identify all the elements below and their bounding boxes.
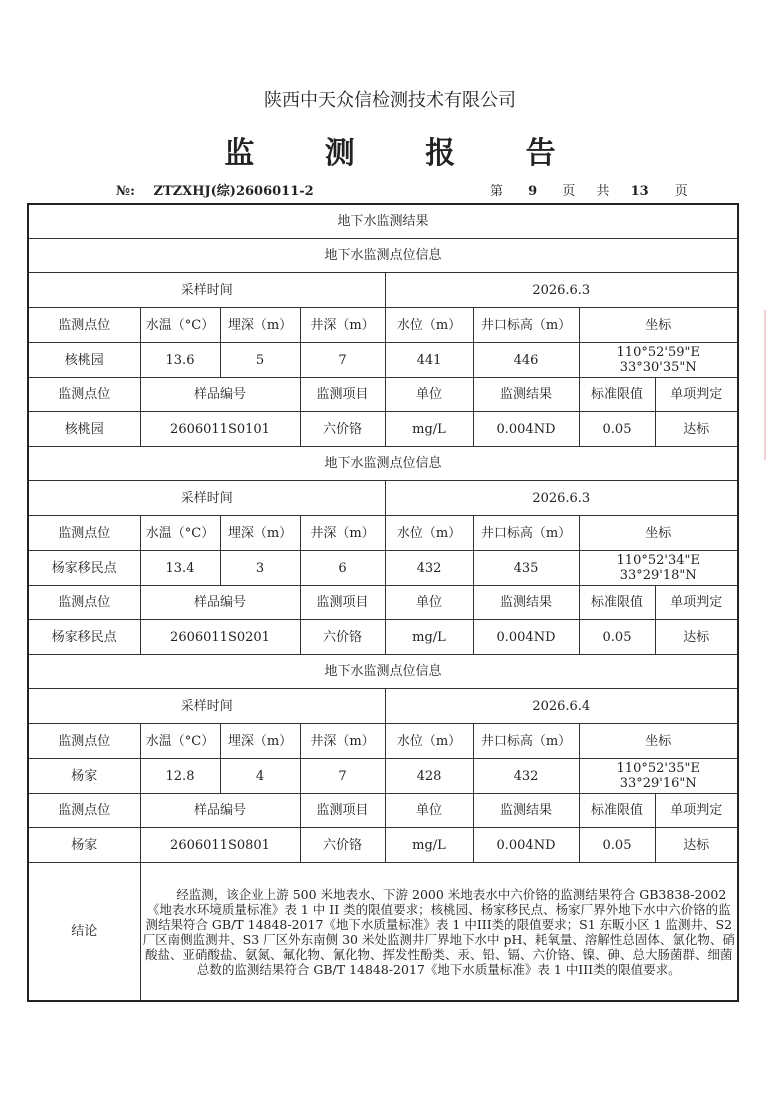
burial-depth: 5 — [220, 343, 300, 378]
header-result: 监测结果 — [473, 794, 579, 828]
header-well-depth: 井深（m） — [300, 724, 385, 759]
seal-edge-mark — [764, 310, 780, 460]
header-burial-depth: 埋深（m） — [220, 516, 300, 551]
wellhead-elev: 432 — [473, 759, 579, 794]
header-water-temp: 水温（°C） — [140, 308, 220, 343]
section-title: 地下水监测点位信息 — [28, 447, 738, 481]
header-water-level: 水位（m） — [385, 308, 473, 343]
header-limit: 标准限值 — [579, 794, 655, 828]
water-level: 432 — [385, 551, 473, 586]
header-unit: 单位 — [385, 378, 473, 412]
water-temp: 13.6 — [140, 343, 220, 378]
header-judge: 单项判定 — [655, 794, 738, 828]
unit: mg/L — [385, 620, 473, 655]
header-sample-id: 样品编号 — [140, 378, 300, 412]
conclusion-label: 结论 — [28, 863, 140, 1002]
company-name: 陕西中天众信检测技术有限公司 — [264, 90, 516, 111]
sampling-time-label: 采样时间 — [28, 273, 385, 308]
table-title: 地下水监测结果 — [28, 204, 738, 239]
well-depth: 6 — [300, 551, 385, 586]
header-unit: 单位 — [385, 586, 473, 620]
header-limit: 标准限值 — [579, 586, 655, 620]
limit: 0.05 — [579, 412, 655, 447]
sampling-date: 2026.6.3 — [385, 481, 738, 516]
burial-depth: 3 — [220, 551, 300, 586]
water-level: 441 — [385, 343, 473, 378]
page-ye: 页 — [562, 184, 576, 199]
monitoring-item: 六价铬 — [300, 620, 385, 655]
coord-north: 33°29'18"N — [619, 568, 697, 583]
sampling-time-label: 采样时间 — [28, 481, 385, 516]
header-point: 监测点位 — [28, 724, 140, 759]
sampling-date: 2026.6.3 — [385, 273, 738, 308]
header-result: 监测结果 — [473, 378, 579, 412]
wellhead-elev: 435 — [473, 551, 579, 586]
point-name: 杨家 — [28, 828, 140, 863]
burial-depth: 4 — [220, 759, 300, 794]
header-water-temp: 水温（°C） — [140, 724, 220, 759]
monitoring-item: 六价铬 — [300, 828, 385, 863]
point-name: 核桃园 — [28, 343, 140, 378]
header-judge: 单项判定 — [655, 586, 738, 620]
header-well-depth: 井深（m） — [300, 516, 385, 551]
report-number-value: ZTZXHJ(综)2606011-2 — [153, 184, 314, 199]
monitoring-item: 六价铬 — [300, 412, 385, 447]
coord-east: 110°52'35"E — [616, 761, 700, 776]
point-name: 杨家移民点 — [28, 620, 140, 655]
page-di: 第 — [490, 184, 504, 199]
sample-id: 2606011S0801 — [140, 828, 300, 863]
well-depth: 7 — [300, 759, 385, 794]
header-sample-id: 样品编号 — [140, 794, 300, 828]
sample-id: 2606011S0101 — [140, 412, 300, 447]
judgement: 达标 — [655, 412, 738, 447]
header-burial-depth: 埋深（m） — [220, 724, 300, 759]
limit: 0.05 — [579, 620, 655, 655]
point-name: 杨家 — [28, 759, 140, 794]
header-item: 监测项目 — [300, 794, 385, 828]
judgement: 达标 — [655, 620, 738, 655]
conclusion-text: 经监测，该企业上游 500 米地表水、下游 2000 米地表水中六价铬的监测结果符合 GB3838-2002《地表水环境质量标准》表 1 中 II 类的限值要求；核桃园、杨家移民点、杨家厂界外地下水中六价铬的监测结果符合 GB/T 14848-2017《地下水质量标准》表 1 中III类的限值要求；S1 东畈小区 1 监测井、S2 厂区南侧监测井、S3 厂区外东南侧 30 米处监测井厂界地下水中 pH、耗氧量、溶解性总固体、氯化物、硝酸盐、亚硝酸盐、氨氮、氟化物、氰化物、挥发性酚类、汞、铅、镉、六价铬、镍、砷、总大肠菌群、细菌总数的监测结果符合 GB/T 14848-2017《地下水质量标准》表 1 中III类的限值要求。 — [140, 863, 738, 1002]
page-total: 13 — [630, 184, 649, 199]
coordinates — [579, 343, 738, 378]
result: 0.004ND — [473, 620, 579, 655]
monitoring-table — [27, 203, 739, 1002]
header-result: 监测结果 — [473, 586, 579, 620]
header-burial-depth: 埋深（m） — [220, 308, 300, 343]
limit: 0.05 — [579, 828, 655, 863]
page-number: 9 — [528, 184, 538, 199]
report-number — [116, 180, 314, 199]
water-level: 428 — [385, 759, 473, 794]
section-title: 地下水监测点位信息 — [28, 655, 738, 689]
header-judge: 单项判定 — [655, 378, 738, 412]
coordinates — [579, 759, 738, 794]
header-point: 监测点位 — [28, 378, 140, 412]
result: 0.004ND — [473, 828, 579, 863]
header-coords: 坐标 — [579, 724, 738, 759]
coordinates — [579, 551, 738, 586]
page-info — [490, 180, 688, 199]
header-unit: 单位 — [385, 794, 473, 828]
report-title: 监 测 报 告 — [224, 136, 586, 171]
header-point: 监测点位 — [28, 516, 140, 551]
header-coords: 坐标 — [579, 516, 738, 551]
coord-north: 33°29'16"N — [619, 776, 697, 791]
header-water-level: 水位（m） — [385, 516, 473, 551]
header-wellhead-elev: 井口标高（m） — [473, 308, 579, 343]
header-item: 监测项目 — [300, 586, 385, 620]
coord-north: 33°30'35"N — [619, 360, 697, 375]
header-point: 监测点位 — [28, 794, 140, 828]
point-name: 杨家移民点 — [28, 551, 140, 586]
header-limit: 标准限值 — [579, 378, 655, 412]
header-point: 监测点位 — [28, 308, 140, 343]
header-sample-id: 样品编号 — [140, 586, 300, 620]
result: 0.004ND — [473, 412, 579, 447]
sampling-date: 2026.6.4 — [385, 689, 738, 724]
water-temp: 12.8 — [140, 759, 220, 794]
header-water-temp: 水温（°C） — [140, 516, 220, 551]
water-temp: 13.4 — [140, 551, 220, 586]
well-depth: 7 — [300, 343, 385, 378]
unit: mg/L — [385, 828, 473, 863]
header-coords: 坐标 — [579, 308, 738, 343]
header-point: 监测点位 — [28, 586, 140, 620]
section-title: 地下水监测点位信息 — [28, 239, 738, 273]
point-name: 核桃园 — [28, 412, 140, 447]
sample-id: 2606011S0201 — [140, 620, 300, 655]
judgement: 达标 — [655, 828, 738, 863]
sampling-time-label: 采样时间 — [28, 689, 385, 724]
header-wellhead-elev: 井口标高（m） — [473, 516, 579, 551]
header-water-level: 水位（m） — [385, 724, 473, 759]
header-wellhead-elev: 井口标高（m） — [473, 724, 579, 759]
wellhead-elev: 446 — [473, 343, 579, 378]
page-gong: 共 — [596, 184, 610, 199]
coord-east: 110°52'34"E — [616, 553, 700, 568]
header-well-depth: 井深（m） — [300, 308, 385, 343]
page-ye2: 页 — [674, 184, 688, 199]
header-item: 监测项目 — [300, 378, 385, 412]
unit: mg/L — [385, 412, 473, 447]
report-number-label: №: — [116, 184, 135, 199]
coord-east: 110°52'59"E — [616, 345, 700, 360]
